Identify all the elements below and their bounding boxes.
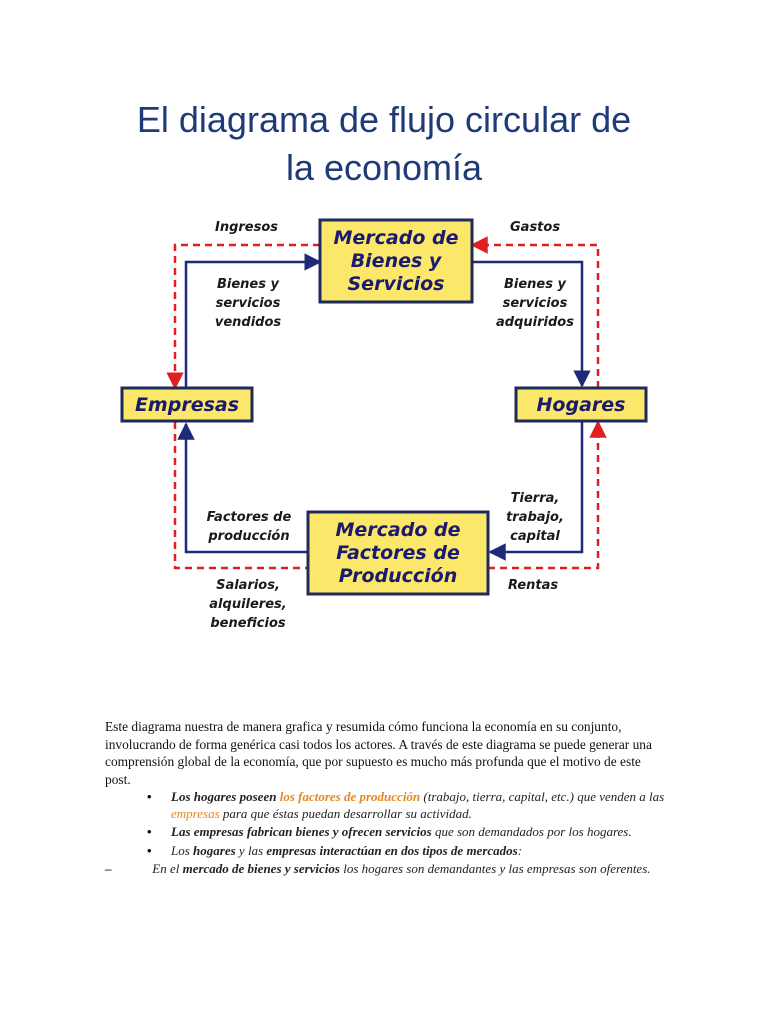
svg-text:Bienes y: Bienes y	[504, 277, 566, 292]
svg-text:servicios: servicios	[502, 296, 568, 311]
label-factores-produccion	[207, 510, 292, 544]
svg-text:Mercado de: Mercado de	[333, 227, 459, 249]
bullet-interaccion: • Los hogares y las empresas interactúan en dos tipos de mercados:	[171, 843, 665, 860]
dash-item-mercado-bienes: – En el mercado de bienes y servicios los hogares son demandantes y las empresas son oferentes.	[105, 861, 651, 876]
svg-text:Tierra,: Tierra,	[510, 491, 560, 506]
circular-flow-diagram	[0, 200, 768, 650]
box-empresas	[122, 388, 252, 421]
svg-text:Mercado de: Mercado de	[335, 519, 461, 541]
box-mercado-factores	[308, 512, 488, 594]
bullet-hogares: • Los hogares poseen los factores de producción (trabajo, tierra, capital, etc.) que venden a las empresas para que éstas puedan desarrollar su actividad.	[171, 789, 665, 822]
label-gastos: Gastos	[510, 220, 561, 235]
title-line-1: El diagrama de flujo circular de	[136, 99, 632, 140]
link-factores-produccion[interactable]: los factores de producción	[279, 789, 421, 804]
svg-text:Factores de: Factores de	[336, 542, 460, 564]
svg-text:Salarios,: Salarios,	[216, 578, 280, 593]
svg-text:capital: capital	[510, 529, 560, 544]
svg-text:adquiridos: adquiridos	[496, 315, 574, 330]
svg-text:beneficios: beneficios	[210, 616, 286, 631]
label-salarios	[209, 578, 286, 631]
svg-text:servicios: servicios	[215, 296, 281, 311]
bullet-empresas: • Las empresas fabrican bienes y ofrecen servicios que son demandados por los hogares.	[171, 824, 665, 841]
svg-text:Servicios: Servicios	[347, 273, 445, 295]
svg-text:alquileres,: alquileres,	[209, 597, 287, 612]
label-tierra-trabajo-capital	[506, 491, 564, 544]
label-ingresos: Ingresos	[215, 220, 279, 235]
svg-text:Hogares: Hogares	[536, 394, 626, 416]
title-line-2: la economía	[285, 147, 483, 188]
svg-text:trabajo,: trabajo,	[506, 510, 564, 525]
label-rentas: Rentas	[508, 578, 559, 593]
box-mercado-bienes	[320, 220, 472, 302]
arrow-salarios	[175, 422, 308, 568]
article-body	[105, 718, 665, 878]
bullet-list	[105, 789, 665, 859]
svg-text:vendidos: vendidos	[214, 315, 282, 330]
box-hogares	[516, 388, 646, 421]
label-bienes-vendidos	[215, 277, 282, 330]
page-title	[60, 96, 708, 192]
svg-text:Factores de: Factores de	[206, 510, 292, 525]
svg-text:Bienes y: Bienes y	[350, 250, 442, 272]
intro-paragraph: Este diagrama nuestra de manera grafica y resumida cómo funciona la economía en su conjunto, involucrando de forma genérica casi todos los actores. A través de este diagrama se puede generar una comprensión global de la economía, que por supuesto es mucho más profunda que el motivo de este post.	[105, 719, 652, 787]
svg-text:producción: producción	[208, 529, 290, 544]
svg-text:Bienes y: Bienes y	[217, 277, 279, 292]
svg-text:Producción: Producción	[338, 565, 458, 587]
svg-text:Empresas: Empresas	[134, 394, 240, 416]
label-bienes-adquiridos	[496, 277, 574, 330]
link-empresas[interactable]: empresas	[171, 805, 220, 821]
